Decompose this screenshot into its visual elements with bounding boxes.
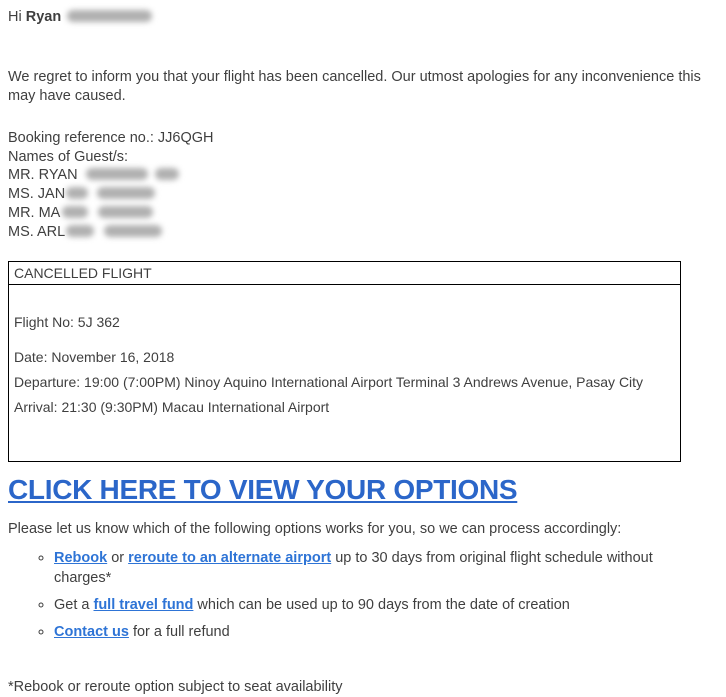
redacted-name: [104, 225, 162, 237]
guests-label: Names of Guest/s:: [8, 148, 129, 165]
recipient-first-name: Ryan: [25, 9, 62, 25]
greeting: [8, 8, 710, 27]
contact-us-link[interactable]: Contact us: [54, 624, 129, 641]
redacted-name: [66, 187, 88, 199]
option-text: which can be used up to 90 days from the date of creation: [193, 597, 570, 614]
redacted-name: [98, 206, 153, 218]
cancelled-flight-header: CANCELLED FLIGHT: [9, 262, 681, 285]
flight-date: Date: November 16, 2018: [14, 349, 175, 366]
cancelled-flight-details: [9, 285, 681, 462]
travel-fund-link[interactable]: full travel fund: [93, 597, 194, 614]
option-text: up to 30 days from original flight schedule without charges*: [54, 550, 653, 587]
redacted-name: [155, 168, 179, 180]
options-list: [8, 548, 710, 642]
view-options-link[interactable]: CLICK HERE TO VIEW YOUR OPTIONS: [8, 474, 518, 506]
booking-reference: Booking reference no.: JJ6QGH: [8, 130, 214, 146]
reroute-link[interactable]: reroute to an alternate airport: [128, 550, 332, 567]
guest-row: [8, 223, 710, 242]
guest-row: [8, 185, 710, 204]
guest-name-prefix: MS. ARL: [8, 223, 66, 240]
rebook-footnote: *Rebook or reroute option subject to seat availability: [8, 679, 343, 696]
guest-name-prefix: MR. MA: [8, 204, 61, 221]
cancelled-flight-table: [8, 261, 681, 462]
redacted-name: [62, 206, 88, 218]
option-text: for a full refund: [128, 624, 230, 641]
rebook-link[interactable]: Rebook: [54, 550, 108, 567]
option-text: or: [107, 550, 129, 567]
option-rebook-reroute: [54, 548, 710, 588]
greeting-pre: Hi: [8, 9, 26, 25]
flight-departure: Departure: 19:00 (7:00PM) Ninoy Aquino International Airport Terminal 3 Andrews Avenue, Pasay City: [14, 374, 644, 391]
guest-name-prefix: MS. JAN: [8, 186, 66, 203]
redacted-name: [86, 168, 148, 180]
guest-name-prefix: MR. RYAN: [8, 167, 78, 184]
options-intro: Please let us know which of the following options works for you, so we can process accordingly:: [8, 521, 622, 538]
option-text: Get a: [54, 597, 94, 614]
redacted-name: [97, 187, 155, 199]
redacted-name: [67, 10, 152, 22]
guest-row: [8, 204, 710, 223]
redacted-name: [66, 225, 94, 237]
option-refund: [54, 622, 710, 642]
guest-row: [8, 166, 710, 185]
option-travel-fund: [54, 595, 710, 615]
cancellation-notice: We regret to inform you that your flight has been cancelled. Our utmost apologies for any inconvenience this may have caused.: [8, 69, 701, 104]
booking-details: [8, 129, 710, 241]
flight-number: Flight No: 5J 362: [14, 314, 120, 331]
flight-arrival: Arrival: 21:30 (9:30PM) Macau International Airport: [14, 399, 330, 416]
